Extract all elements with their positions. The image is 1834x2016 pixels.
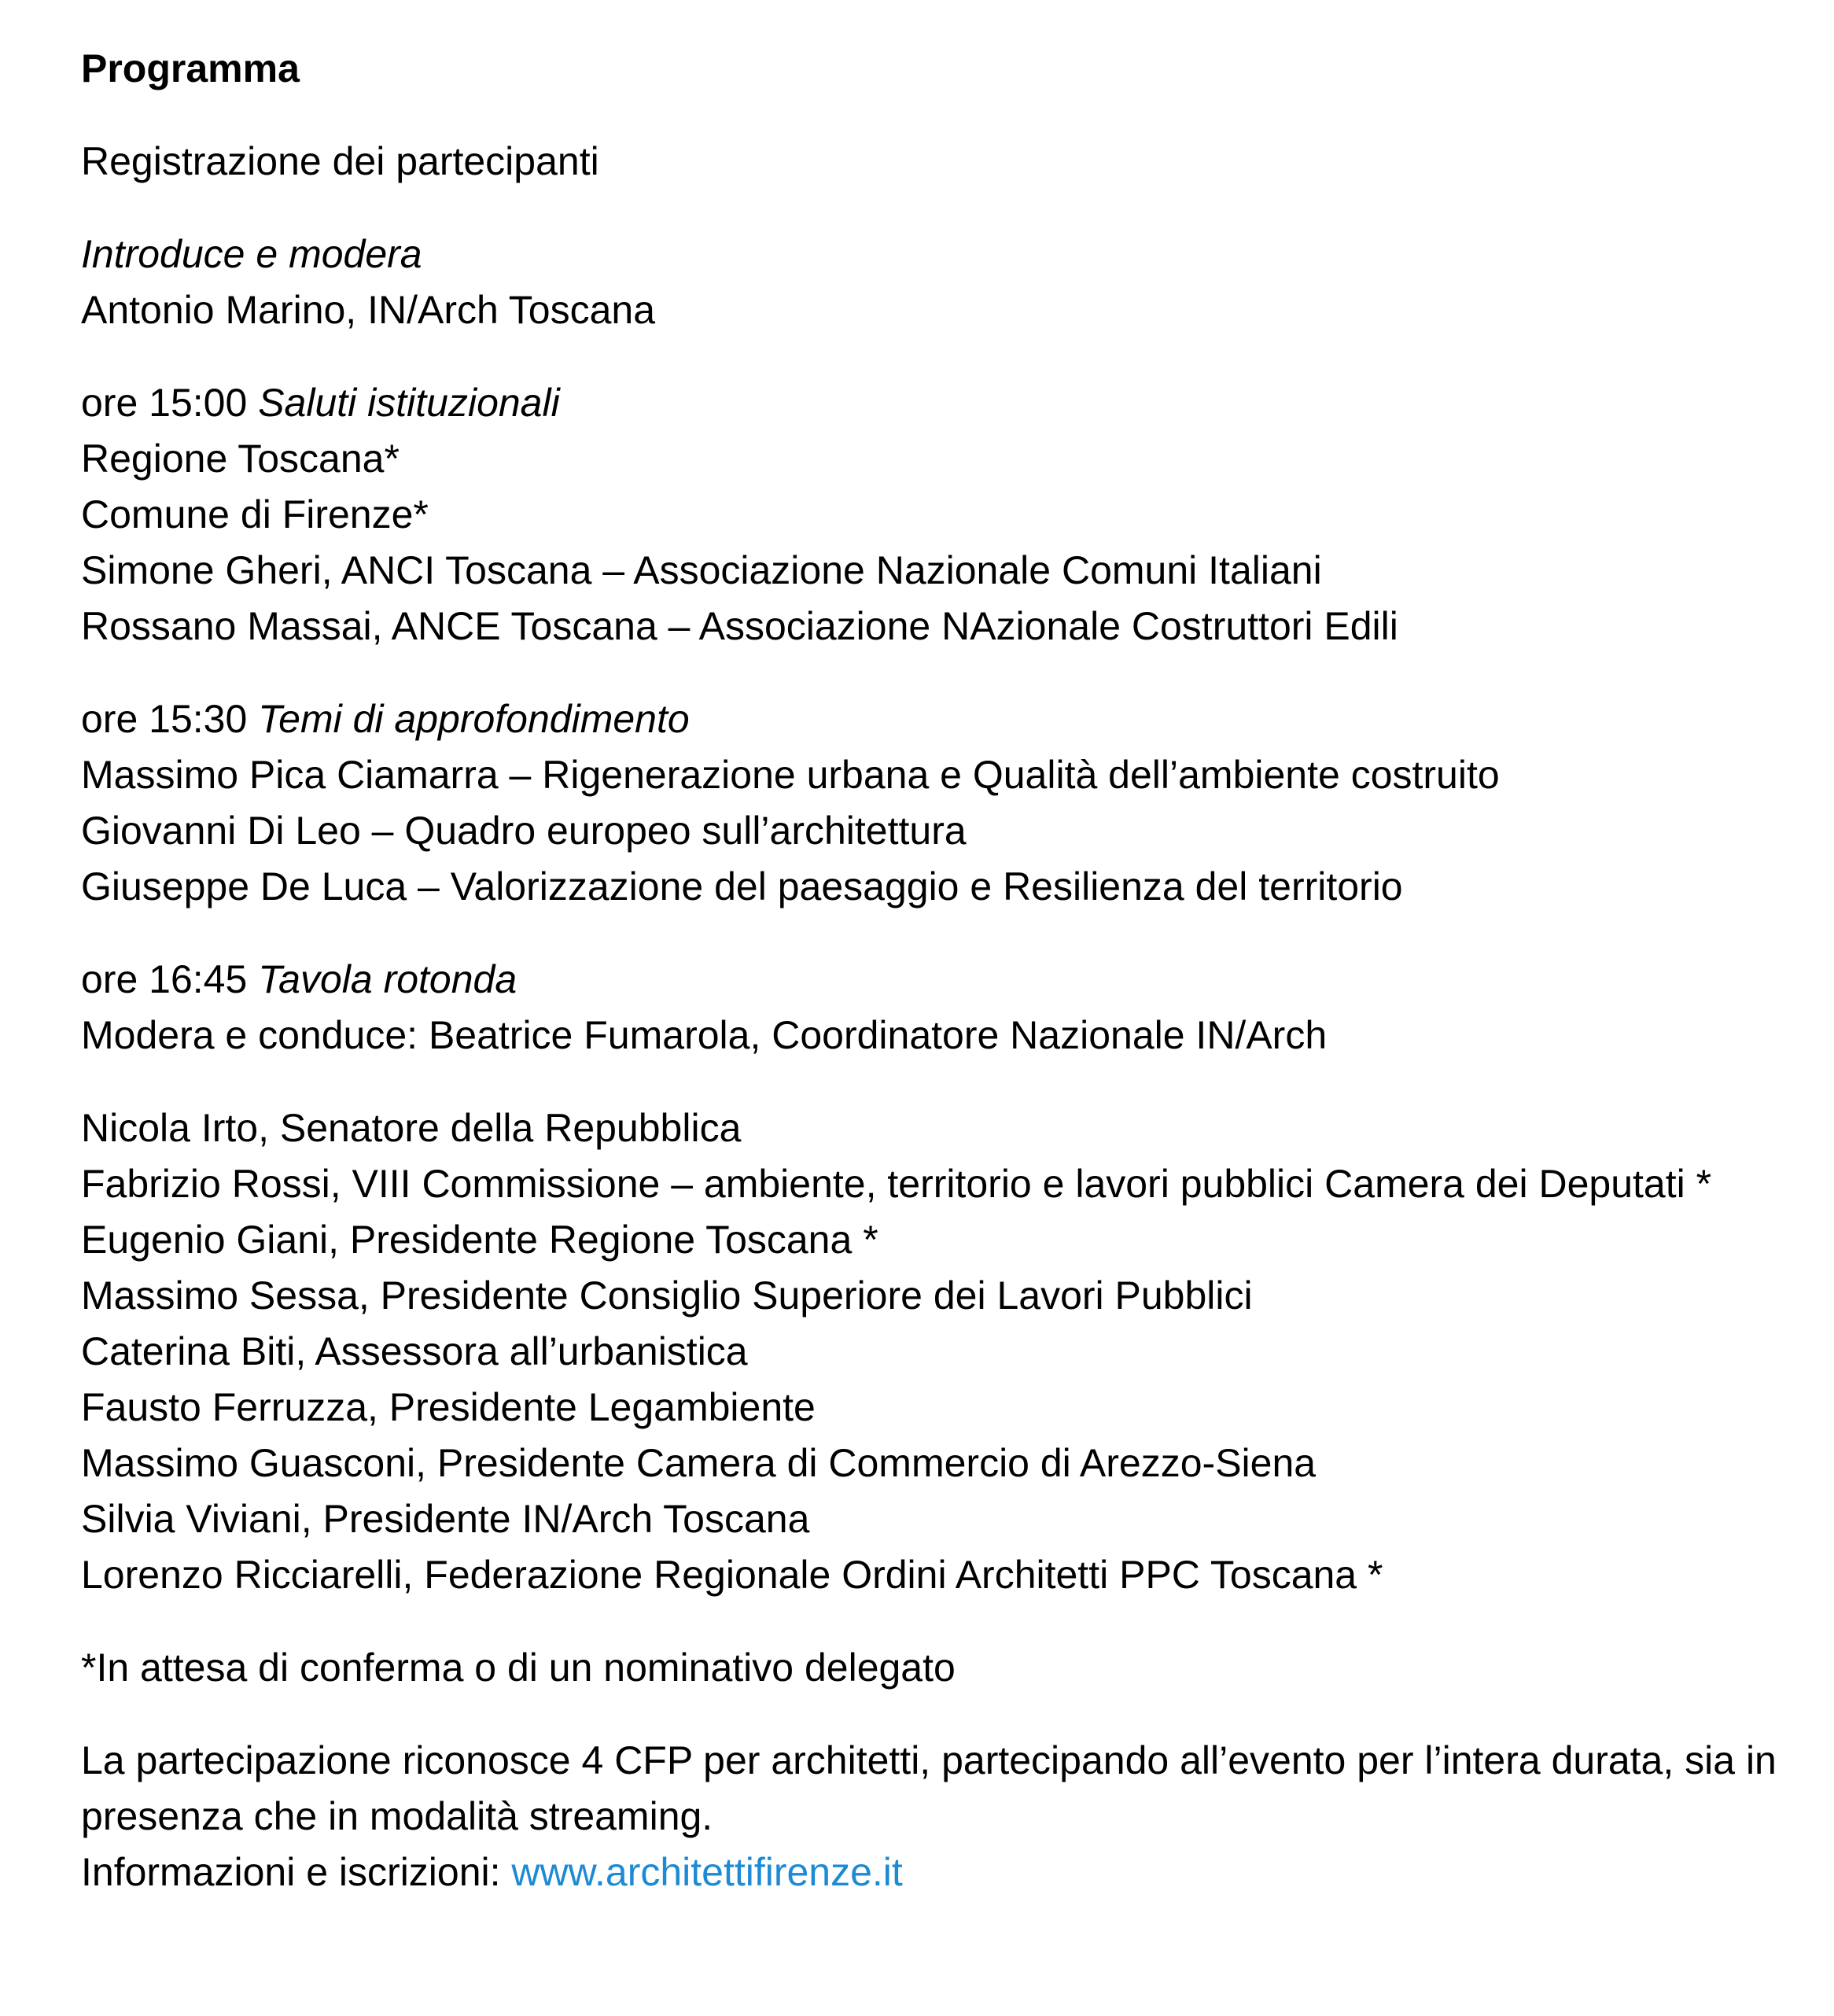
panel-member: Fabrizio Rossi, VIII Commissione – ambiente, territorio e lavori pubblici Camera dei Deputati * — [81, 1162, 1712, 1206]
session-tavola — [81, 952, 1780, 1063]
panel-member: Caterina Biti, Assessora all’urbanistica — [81, 1329, 748, 1373]
session-temi — [81, 691, 1780, 915]
panel-member: Eugenio Giani, Presidente Regione Toscana * — [81, 1218, 878, 1262]
speaker-line: Giovanni Di Leo – Quadro europeo sull’architettura — [81, 809, 967, 853]
registration-line: Registrazione dei partecipanti — [81, 139, 599, 183]
panel-member: Lorenzo Ricciarelli, Federazione Regionale Ordini Architetti PPC Toscana * — [81, 1553, 1383, 1597]
panel-member: Massimo Guasconi, Presidente Camera di Commercio di Arezzo-Siena — [81, 1441, 1317, 1485]
session-header — [81, 691, 1780, 747]
speaker-line: Comune di Firenze* — [81, 492, 429, 536]
session-time: ore 15:30 — [81, 697, 248, 741]
intro-person: Antonio Marino, IN/Arch Toscana — [81, 288, 656, 332]
panel-member: Massimo Sessa, Presidente Consiglio Superiore dei Lavori Pubblici — [81, 1273, 1253, 1318]
credits-section — [81, 1733, 1780, 1900]
session-time: ore 15:00 — [81, 381, 248, 425]
session-title: Tavola rotonda — [258, 957, 517, 1001]
website-link[interactable]: www.architettifirenze.it — [511, 1850, 903, 1894]
confirmation-note: *In attesa di conferma o di un nominativo delegato — [81, 1646, 956, 1690]
program-heading: Programma — [81, 46, 300, 90]
session-time: ore 16:45 — [81, 957, 248, 1001]
panel-member: Fausto Ferruzza, Presidente Legambiente — [81, 1385, 816, 1429]
speaker-line: Regione Toscana* — [81, 437, 400, 481]
speaker-line: Massimo Pica Ciamarra – Rigenerazione urbana e Qualità dell’ambiente costruito — [81, 753, 1500, 797]
speaker-line: Rossano Massai, ANCE Toscana – Associazione NAzionale Costruttori Edili — [81, 604, 1398, 648]
session-title: Saluti istituzionali — [258, 381, 560, 425]
speaker-line: Simone Gheri, ANCI Toscana – Associazione Nazionale Comuni Italiani — [81, 548, 1322, 592]
panel-list — [81, 1100, 1780, 1603]
info-label: Informazioni e iscrizioni: — [81, 1850, 512, 1894]
moderator-line: Modera e conduce: Beatrice Fumarola, Coordinatore Nazionale IN/Arch — [81, 1013, 1328, 1057]
speaker-line: Giuseppe De Luca – Valorizzazione del paesaggio e Resilienza del territorio — [81, 864, 1403, 908]
session-title: Temi di approfondimento — [258, 697, 690, 741]
intro-label: Introduce e modera — [81, 232, 422, 276]
info-line — [81, 1845, 1780, 1900]
program-document — [81, 41, 1780, 1900]
panel-member: Nicola Irto, Senatore della Repubblica — [81, 1106, 742, 1150]
panel-member: Silvia Viviani, Presidente IN/Arch Toscana — [81, 1497, 810, 1541]
intro-section — [81, 227, 1780, 338]
credits-text: La partecipazione riconosce 4 CFP per architetti, partecipando all’evento per l’intera durata, sia in presenza che in modalità streaming. — [81, 1738, 1777, 1838]
session-saluti — [81, 375, 1780, 654]
session-header — [81, 375, 1780, 431]
session-header — [81, 952, 1780, 1008]
